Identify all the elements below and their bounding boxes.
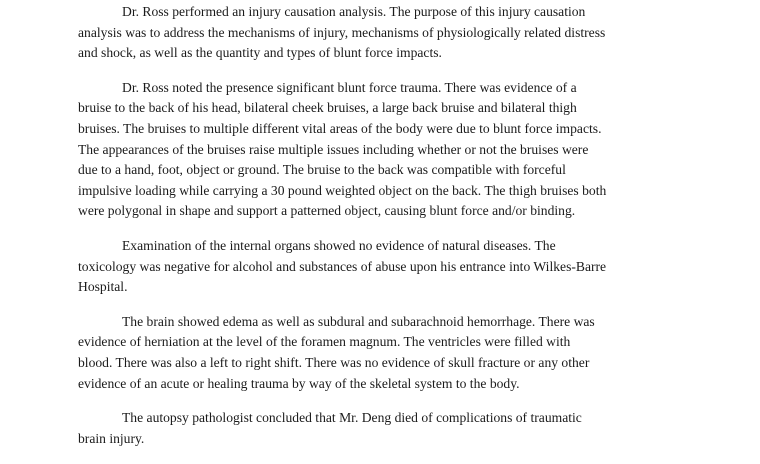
text-line: toxicology was negative for alcohol and substances of abuse upon his entrance into Wilkes-Barre: [78, 258, 607, 274]
text-line: Hospital.: [78, 279, 128, 295]
paragraph-brain-findings: [78, 312, 678, 394]
text-line: due to a hand, foot, object or ground. The bruise to the back was compatible with forceful: [78, 162, 566, 178]
paragraph-conclusion: [78, 408, 678, 449]
document-body: [78, 2, 678, 463]
text-line: bruise to the back of his head, bilateral cheek bruises, a large back bruise and bilateral thigh: [78, 100, 577, 116]
text-line: were polygonal in shape and support a patterned object, causing blunt force and/or binding.: [78, 203, 576, 219]
text-line: Dr. Ross performed an injury causation analysis. The purpose of this injury causation: [122, 4, 586, 19]
text-line: The brain showed edema as well as subdural and subarachnoid hemorrhage. There was: [122, 313, 595, 329]
text-line: The autopsy pathologist concluded that Mr. Deng died of complications of traumatic: [122, 410, 582, 426]
text-line: analysis was to address the mechanisms of injury, mechanisms of physiologically related distress: [78, 24, 606, 40]
text-line: The appearances of the bruises raise multiple issues including whether or not the bruises were: [78, 141, 589, 157]
text-line: Examination of the internal organs showed no evidence of natural diseases. The: [122, 237, 556, 253]
text-line: evidence of an acute or healing trauma by way of the skeletal system to the body.: [78, 375, 520, 391]
text-line: bruises. The bruises to multiple different vital areas of the body were due to blunt force impacts.: [78, 120, 602, 136]
text-line: and shock, as well as the quantity and types of blunt force impacts.: [78, 45, 442, 61]
paragraph-internal-organs: [78, 236, 678, 298]
text-line: blood. There was also a left to right shift. There was no evidence of skull fracture or any other: [78, 354, 590, 370]
text-line: impulsive loading while carrying a 30 pound weighted object on the back. The thigh bruises both: [78, 182, 607, 198]
text-line: brain injury.: [78, 430, 145, 446]
text-line: evidence of herniation at the level of the foramen magnum. The ventricles were filled with: [78, 334, 571, 350]
paragraph-blunt-force-trauma: [78, 78, 678, 222]
paragraph-injury-causation: [78, 2, 678, 64]
text-line: Dr. Ross noted the presence significant blunt force trauma. There was evidence of a: [122, 79, 577, 95]
